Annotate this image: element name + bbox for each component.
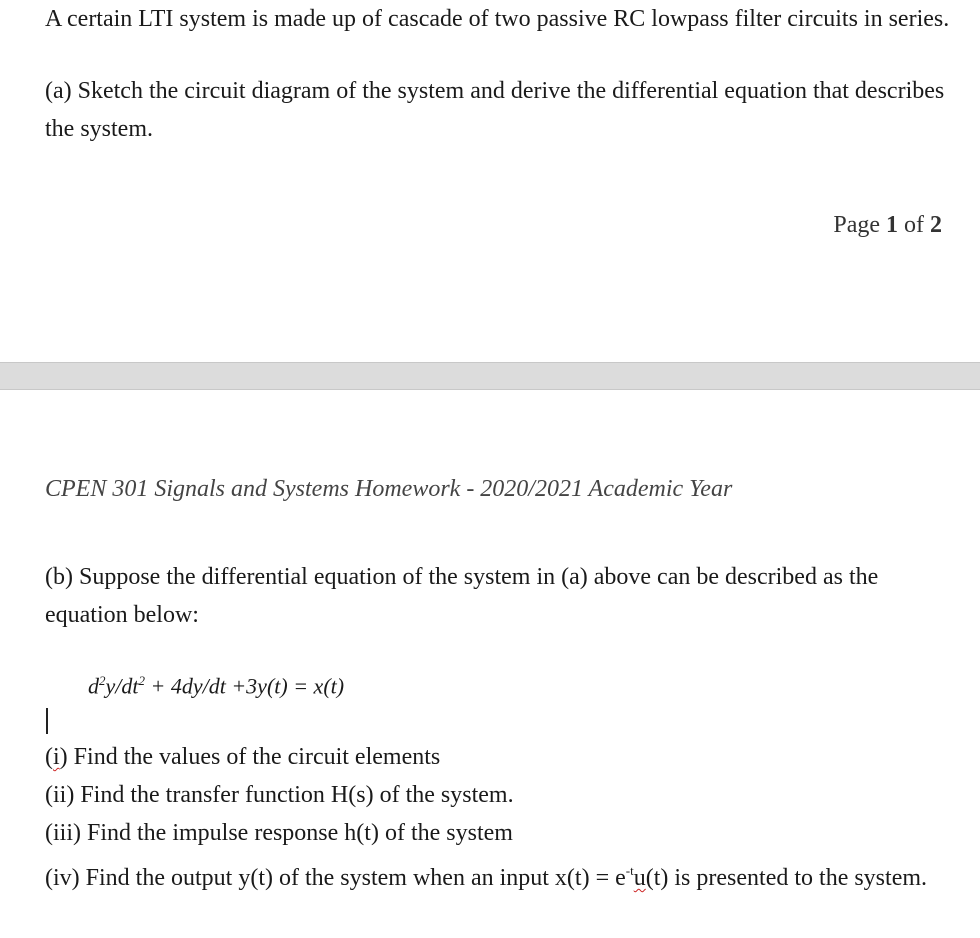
sub-question-list — [45, 738, 950, 897]
part-b-text: (b) Suppose the differential equation of the system in (a) above can be described as the equation below: — [45, 564, 879, 628]
document-page-2 — [0, 390, 980, 938]
differential-equation: $d^2y/dt^2 + 4dy/dt +3y(t) = x(t)$ — [88, 673, 345, 699]
document-page-1 — [0, 0, 980, 362]
page-separator — [0, 362, 980, 390]
sub-question-ii: (ii) Find the transfer function H(s) of the system. — [45, 782, 514, 808]
sub-question-iii: (iii) Find the impulse response h(t) of the system — [45, 820, 513, 846]
sub-question-i: (i) Find the values of the circuit elements — [45, 744, 441, 770]
problem-intro: A certain LTI system is made up of cascade of two passive RC lowpass filter circuits in series. — [45, 6, 950, 32]
part-a-text: (a) Sketch the circuit diagram of the system and derive the differential equation that describes the system. — [45, 78, 945, 142]
sub-question-iv: (iv) Find the output y(t) of the system when an input $x(t) = e^{-t}u(t)$ is presented to the system. — [45, 863, 928, 891]
text-cursor[interactable] — [46, 708, 48, 734]
page-header: CPEN 301 Signals and Systems Homework - 2020/2021 Academic Year — [45, 476, 733, 502]
page-number: Page 1 of 2 — [833, 212, 942, 238]
